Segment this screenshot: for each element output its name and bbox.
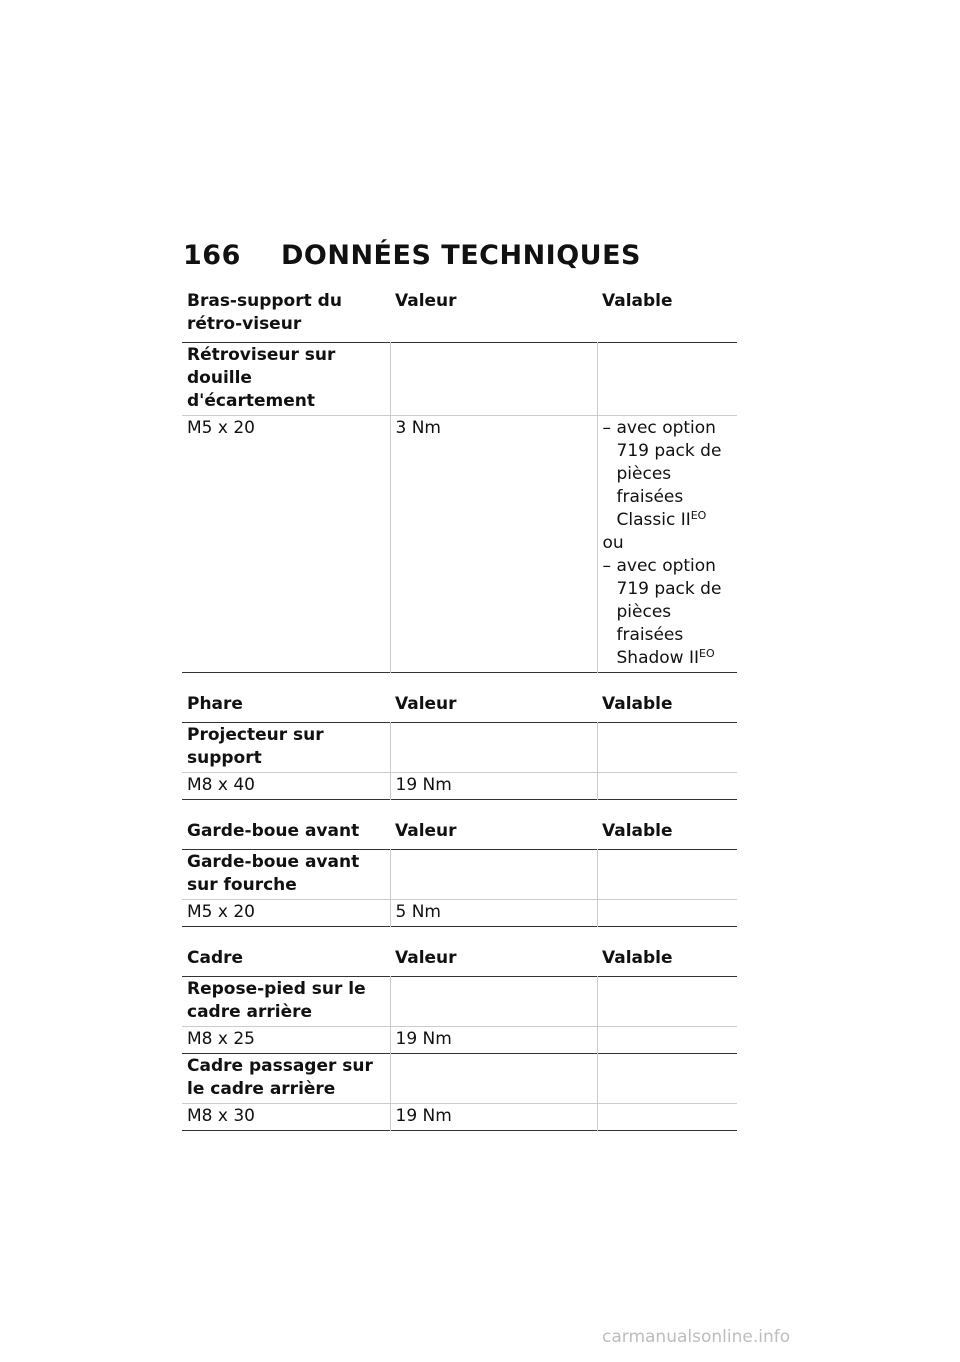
- column-header-component: Garde-boue avant: [187, 821, 360, 841]
- watermark: carmanualsonline.info: [602, 1327, 791, 1347]
- frame-table: [182, 947, 737, 1131]
- row-value: 19 Nm: [390, 1027, 597, 1054]
- column-header-component: Cadre: [187, 948, 244, 968]
- table-header-row: [182, 820, 737, 850]
- column-header-component: Bras-support du rétro-viseur: [187, 291, 342, 334]
- row-value: 5 Nm: [390, 900, 597, 927]
- row-value: [390, 1054, 597, 1104]
- table-row: [182, 977, 737, 1027]
- table-row: [182, 773, 737, 800]
- table-row: [182, 416, 737, 673]
- table-row: [182, 850, 737, 900]
- table-header-row: [182, 290, 737, 343]
- table-row: [182, 1054, 737, 1104]
- row-valid: [597, 900, 737, 927]
- table-header-row: [182, 693, 737, 723]
- row-label: M5 x 20: [187, 418, 255, 438]
- row-valid: [597, 850, 737, 900]
- page-header: [183, 240, 641, 271]
- row-label: M8 x 25: [187, 1029, 255, 1049]
- column-header-component: Phare: [187, 694, 243, 714]
- tightening-torque-tables: [182, 290, 737, 1131]
- column-header-value: Valeur: [395, 821, 457, 841]
- row-value: 3 Nm: [390, 416, 597, 673]
- row-label: M8 x 40: [187, 775, 255, 795]
- column-header-valid: Valable: [602, 291, 673, 311]
- column-header-valid: Valable: [602, 821, 673, 841]
- row-valid: [597, 773, 737, 800]
- validity-list: [603, 555, 733, 670]
- page-title: DONNÉES TECHNIQUES: [281, 240, 641, 271]
- row-valid: [597, 723, 737, 773]
- validity-list: [603, 417, 733, 532]
- row-valid: [597, 1054, 737, 1104]
- column-header-valid: Valable: [602, 694, 673, 714]
- validity-item: – avec option 719 pack de pièces fraisées Shadow $II^{EO}$: [603, 555, 733, 670]
- row-valid: [597, 1104, 737, 1131]
- row-label: Rétroviseur sur douille d'écartement: [187, 345, 336, 411]
- validity-or: ou: [602, 533, 624, 553]
- column-header-value: Valeur: [395, 948, 457, 968]
- column-header-value: Valeur: [395, 694, 457, 714]
- table-row: [182, 1104, 737, 1131]
- row-label: M5 x 20: [187, 902, 255, 922]
- eo-marker: EO: [699, 647, 715, 660]
- eo-marker: EO: [690, 509, 707, 522]
- row-label: Cadre passager sur le cadre arrière: [187, 1056, 373, 1099]
- column-header-value: Valeur: [395, 291, 457, 311]
- row-value: [390, 850, 597, 900]
- row-value: [390, 343, 597, 416]
- row-label: Garde-boue avant sur fourche: [187, 852, 360, 895]
- row-value: 19 Nm: [390, 1104, 597, 1131]
- headlight-table: [182, 693, 737, 800]
- row-valid: [597, 416, 737, 673]
- row-label: Repose-pied sur le cadre arrière: [187, 979, 366, 1022]
- table-row: [182, 900, 737, 927]
- row-valid: [597, 343, 737, 416]
- front-mudguard-table: [182, 820, 737, 927]
- row-label: M8 x 30: [187, 1106, 255, 1126]
- column-header-valid: Valable: [602, 948, 673, 968]
- table-row: [182, 1027, 737, 1054]
- validity-item: – avec option 719 pack de pièces fraisées Classic $II^{EO}$: [603, 417, 733, 532]
- row-value: [390, 977, 597, 1027]
- mirror-bracket-table: [182, 290, 737, 673]
- table-header-row: [182, 947, 737, 977]
- row-value: 19 Nm: [390, 773, 597, 800]
- page-number: 166: [183, 240, 241, 271]
- table-row: [182, 343, 737, 416]
- row-valid: [597, 1027, 737, 1054]
- row-valid: [597, 977, 737, 1027]
- row-label: Projecteur sur support: [187, 725, 324, 768]
- row-value: [390, 723, 597, 773]
- table-row: [182, 723, 737, 773]
